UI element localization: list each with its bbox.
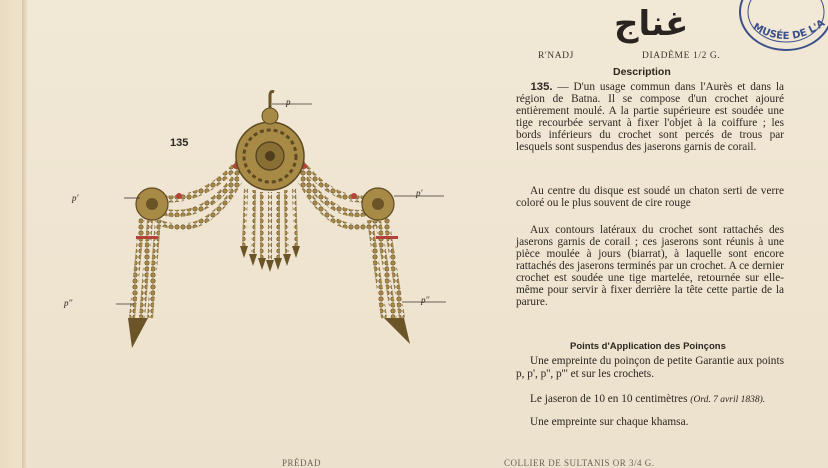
footer-left: PRÉDAD — [282, 458, 322, 468]
label-p: p — [286, 97, 291, 107]
jaseron-paragraph: Le jaseron de 10 en 10 centimètres (Ord. 7 avril 1838). — [530, 393, 766, 405]
previous-page-edge — [0, 0, 22, 468]
label-p-prime-right: p' — [416, 188, 423, 198]
description-heading: Description — [613, 66, 671, 78]
jaseron-reference: (Ord. 7 avril 1838). — [690, 395, 766, 405]
figure-number: 135 — [170, 137, 189, 149]
label-p-prime-left: p' — [72, 193, 79, 203]
diadem-illustration — [84, 86, 494, 356]
stamp-text: MUSÉE DE L'A — [751, 17, 828, 43]
book-page — [28, 0, 828, 468]
khamsa-paragraph: Une empreinte sur chaque khamsa. — [530, 416, 689, 428]
svg-text:MUSÉE DE L'A — [751, 18, 827, 42]
header-left: R'NADJ — [538, 51, 574, 61]
arabic-title: غناج — [614, 4, 689, 44]
description-paragraph-1 — [516, 81, 784, 153]
description-paragraph-3: Aux contours latéraux du crochet sont rattachés des jaserons garnis de corail ; ces jaserons sont réunis à une pièce moulée à jours (biarrat), à laquelle sont encore rattachés des jaserons terminés par un crochet. A ce dernier crochet est soudée une tige martelée, retournée sur elle-même pour servir à fixer derrière la tête cette partie de la parure. — [516, 224, 784, 308]
footer-right: COLLIER DE SULTANIS OR 3/4 G. — [504, 458, 655, 468]
item-number: 135. — [530, 81, 553, 93]
points-heading: Points d'Application des Poinçons — [570, 341, 726, 352]
header-right: DIADÈME 1/2 G. — [642, 51, 721, 61]
paragraph-1-text: — D'un usage commun dans l'Aurès et dans la région de Batna. Il se compose d'un crochet ajouré entièrement moulé. A la partie supérieure est soudée une tige recourbée servant à fixer l'objet à la coiffure ; les bords inférieurs du crochet sont percés de trous par lesquels sont suspendus des jaserons garnis de corail. — [516, 81, 784, 153]
description-paragraph-2: Au centre du disque est soudé un chaton serti de verre coloré ou le plus souvent de cire rouge — [516, 185, 784, 209]
guarantee-paragraph: Une empreinte du poinçon de petite Garantie aux points p, p', p'', p''' et sur les crochets. — [516, 355, 784, 380]
label-p-second-right: p'' — [421, 295, 430, 305]
library-stamp — [726, 0, 828, 58]
label-p-second-left: p'' — [64, 298, 73, 308]
